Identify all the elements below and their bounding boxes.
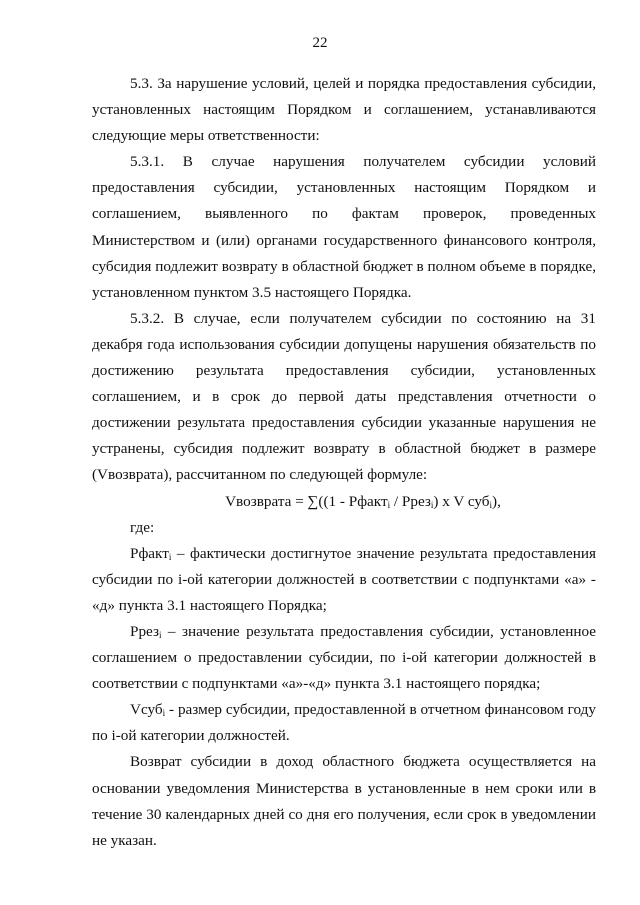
definition-symbol: Vсуб bbox=[130, 701, 163, 719]
paragraph-return: Возврат субсидии в доход областного бюджета осуществляется на основании уведомления Министерства в установленные в нем сроки или в течение 30 календарных дней со дня его получения, если срок в уведомлении не указан. bbox=[92, 753, 596, 849]
formula-subscript: i bbox=[387, 499, 391, 510]
definition-rrez bbox=[92, 619, 596, 697]
definition-rfakt bbox=[92, 541, 596, 619]
definition-text: – значение результата предоставления субсидии, установленное соглашением о предоставлении субсидии, по i-ой категории должностей в соответствии с подпунктами «а»-«д» пункта 3.1 настоящего порядка; bbox=[92, 622, 596, 693]
formula-part-3: ) x V суб bbox=[433, 492, 490, 510]
formula-part-1: Vвозврата = ∑((1 - Рфакт bbox=[225, 492, 388, 510]
paragraph-5-3-1: 5.3.1. В случае нарушения получателем субсидии условий предоставления субсидии, установленных настоящим Порядком и соглашением, выявленного по фактам проверок, проведенных Министерством и (или) органами государственного финансового контроля, субсидия подлежит возврату в областной бюджет в полном объеме в порядке, установленном пунктом 3.5 настоящего Порядка. bbox=[92, 153, 596, 301]
definition-subscript: i bbox=[168, 551, 172, 562]
definition-text: - размер субсидии, предоставленной в отчетном финансовом году по i-ой категории должностей. bbox=[92, 701, 596, 745]
definition-subscript: i bbox=[162, 708, 166, 719]
paragraph-5-3: 5.3. За нарушение условий, целей и порядка предоставления субсидии, установленных настоящим Порядком и соглашением, устанавливаются следующие меры ответственности: bbox=[92, 75, 596, 145]
definition-vsub bbox=[92, 697, 596, 749]
return-formula bbox=[92, 489, 596, 515]
formula-subscript: i bbox=[489, 499, 493, 510]
page-number: 22 bbox=[312, 35, 328, 51]
formula-part-4: ), bbox=[492, 492, 501, 510]
definition-symbol: Ррез bbox=[130, 622, 159, 640]
definition-symbol: Рфакт bbox=[130, 544, 169, 562]
paragraph-5-3-2: 5.3.2. В случае, если получателем субсидии по состоянию на 31 декабря года использования субсидии допущены нарушения обязательств по достижению результата предоставления субсидии, установленных соглашением, и в срок до первой даты представления отчетности о достижении результата предоставления субсидии указанные нарушения не устранены, субсидия подлежит возврату в областной бюджет в размере (Vвозврата), рассчитанном по следующей формуле: bbox=[92, 309, 596, 484]
where-label: где: bbox=[130, 518, 155, 536]
definition-subscript: i bbox=[158, 629, 162, 640]
definition-text: – фактически достигнутое значение результата предоставления субсидии по i-ой категории должностей в соответствии с подпунктами «а» - «д» пункта 3.1 настоящего Порядка; bbox=[92, 544, 596, 614]
document-body bbox=[92, 71, 596, 854]
formula-part-2: / Ррез bbox=[390, 492, 431, 510]
formula-subscript: i bbox=[430, 499, 434, 510]
